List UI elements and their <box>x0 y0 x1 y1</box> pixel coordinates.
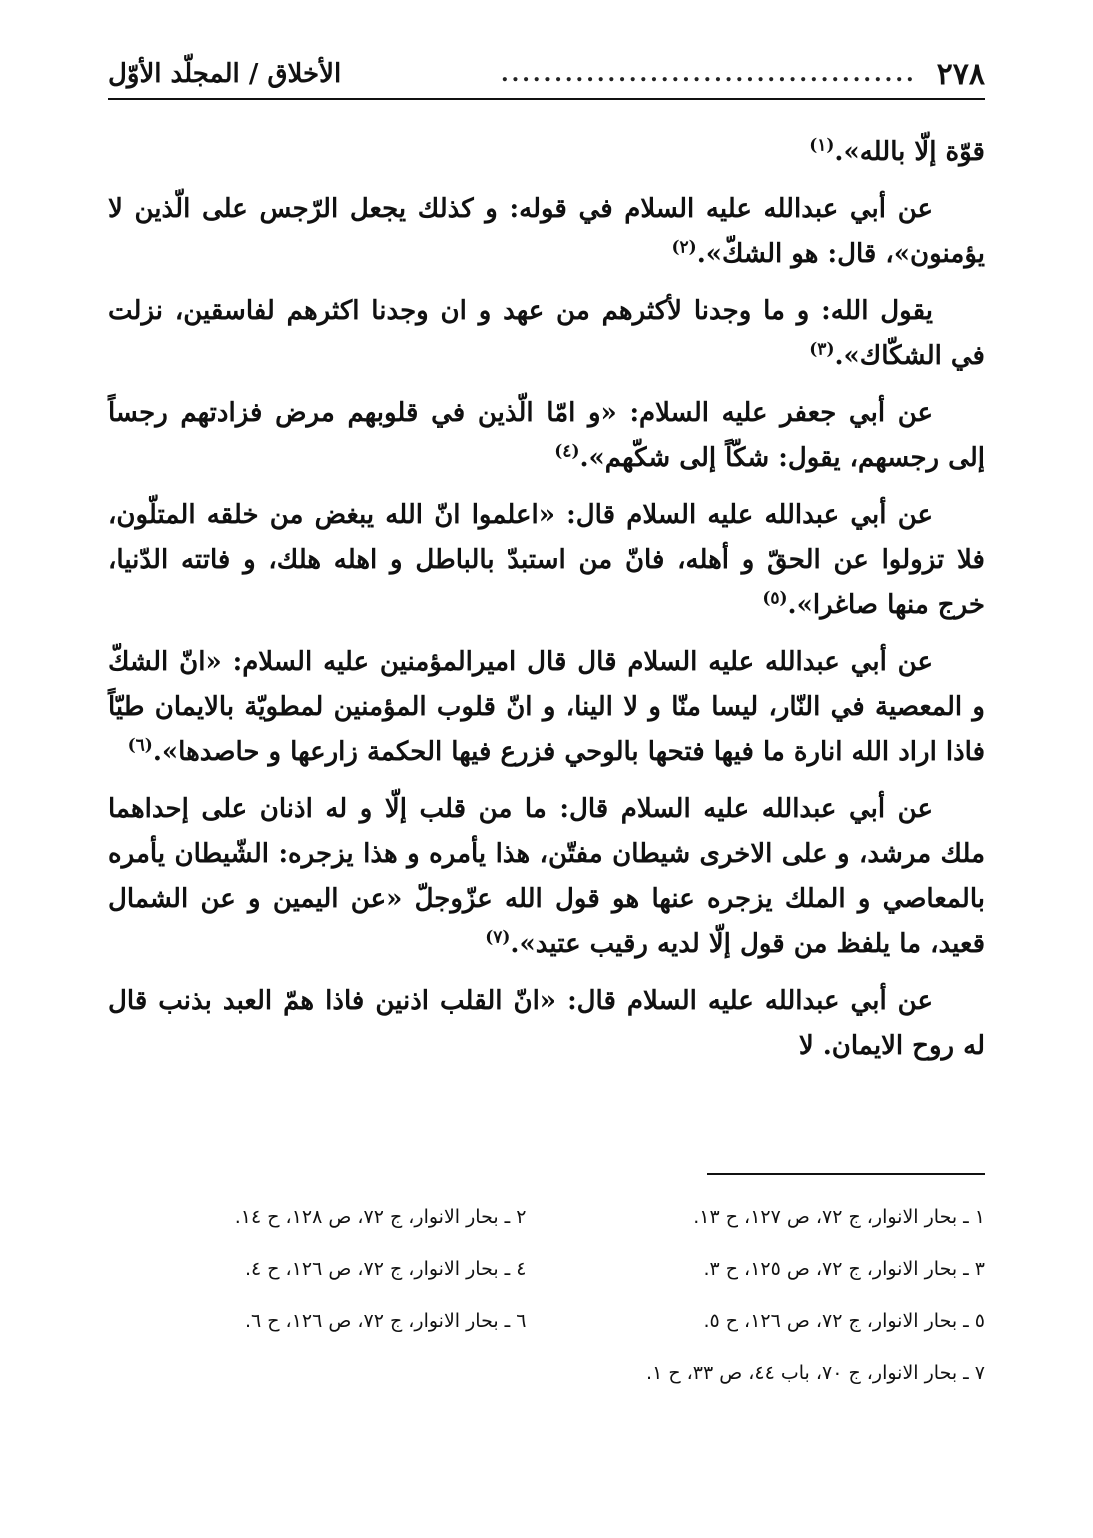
paragraph-5 <box>108 493 985 628</box>
header-leader-dots: ....................................... <box>500 61 917 87</box>
footnote-4: ٤ ـ بحار الانوار، ج ٧٢، ص ١٢٦، ح ٤. <box>244 1258 527 1280</box>
running-title: الأخلاق / المجلّد الأوّل <box>108 59 342 89</box>
footnote-7: ٧ ـ بحار الانوار، ج ٧٠، باب ٤٤، ص ٣٣، ح ١. <box>646 1362 985 1384</box>
paragraph-2 <box>108 187 985 277</box>
paragraph-8 <box>108 979 985 1069</box>
page-number: ٢٧٨ <box>936 56 985 92</box>
footnote-ref: (٦) <box>127 735 153 756</box>
footnote-ref: (٢) <box>671 237 697 258</box>
paragraph-text: عن أبي عبدالله عليه السلام في قوله: و كذلك يجعل الرّجس على الّذين لا يؤمنون»، قال: هو الشكّ». <box>108 194 985 269</box>
paragraph-text: عن أبي عبدالله عليه السلام قال: «انّ القلب اذنين فاذا همّ العبد بذنب قال له روح الايمان. لا <box>108 986 985 1061</box>
paragraph-3 <box>108 289 985 379</box>
footnote-ref: (٣) <box>809 339 835 360</box>
footnote-ref: (١) <box>809 135 835 156</box>
body-text <box>108 130 985 1081</box>
paragraph-text: عن أبي عبدالله عليه السلام قال: «اعلموا انّ الله يبغض من خلقه المتلّون، فلا تزولوا عن الحقّ و أهله، فانّ من استبدّ بالباطل و اهله هلك، و فاتته الدّنيا، خرج منها صاغرا». <box>108 500 985 620</box>
footnote-ref: (٤) <box>554 441 580 462</box>
footnote-3: ٣ ـ بحار الانوار، ج ٧٢، ص ١٢٥، ح ٣. <box>703 1258 985 1280</box>
footnote-rule <box>707 1173 985 1175</box>
paragraph-text: عن أبي عبدالله عليه السلام قال: ما من قلب إلّا و له اذنان على إحداهما ملك مرشد، و على الاخرى شيطان مفتّن، هذا يأمره و هذا يزجره: الشّيطان يأمره بالمعاصي و الملك يزجره عنها هو قول الله عزّوجلّ «عن اليمين و عن الشمال قعيد، ما يلفظ من قول إلّا لديه رقيب عتيد». <box>108 794 985 959</box>
paragraph-4 <box>108 391 985 481</box>
paragraph-text: عن أبي جعفر عليه السلام: «و امّا الّذين في قلوبهم مرض فزادتهم رجساً إلى رجسهم، يقول: شكّاً إلى شكّهم». <box>108 398 985 473</box>
paragraph-6 <box>108 640 985 775</box>
footnote-2: ٢ ـ بحار الانوار، ج ٧٢، ص ١٢٨، ح ١٤. <box>234 1206 527 1228</box>
paragraph-text: يقول الله: و ما وجدنا لأكثرهم من عهد و ان وجدنا اكثرهم لفاسقين، نزلت في الشكّاك». <box>108 296 985 371</box>
paragraph-text: قوّة إلّا بالله». <box>834 137 985 167</box>
page-header <box>108 54 985 94</box>
header-rule <box>108 98 985 100</box>
footnotes <box>108 1197 985 1393</box>
paragraph-text: عن أبي عبدالله عليه السلام قال قال اميرالمؤمنين عليه السلام: «انّ الشكّ و المعصية في النّار، ليسا منّا و لا الينا، و انّ قلوب المؤمنين لمطويّة بالايمان طيّاً فاذا اراد الله انارة ما فيها فتحها بالوحي فزرع فيها الحكمة زارعها و حاصدها». <box>108 647 985 767</box>
paragraph-1 <box>108 130 985 175</box>
footnote-6: ٦ ـ بحار الانوار، ج ٧٢، ص ١٢٦، ح ٦. <box>244 1310 527 1332</box>
footnote-5: ٥ ـ بحار الانوار، ج ٧٢، ص ١٢٦، ح ٥. <box>703 1310 985 1332</box>
footnote-ref: (٧) <box>485 927 511 948</box>
footnote-ref: (٥) <box>762 588 788 609</box>
paragraph-7 <box>108 787 985 967</box>
footnote-1: ١ ـ بحار الانوار، ج ٧٢، ص ١٢٧، ح ١٣. <box>693 1206 985 1228</box>
